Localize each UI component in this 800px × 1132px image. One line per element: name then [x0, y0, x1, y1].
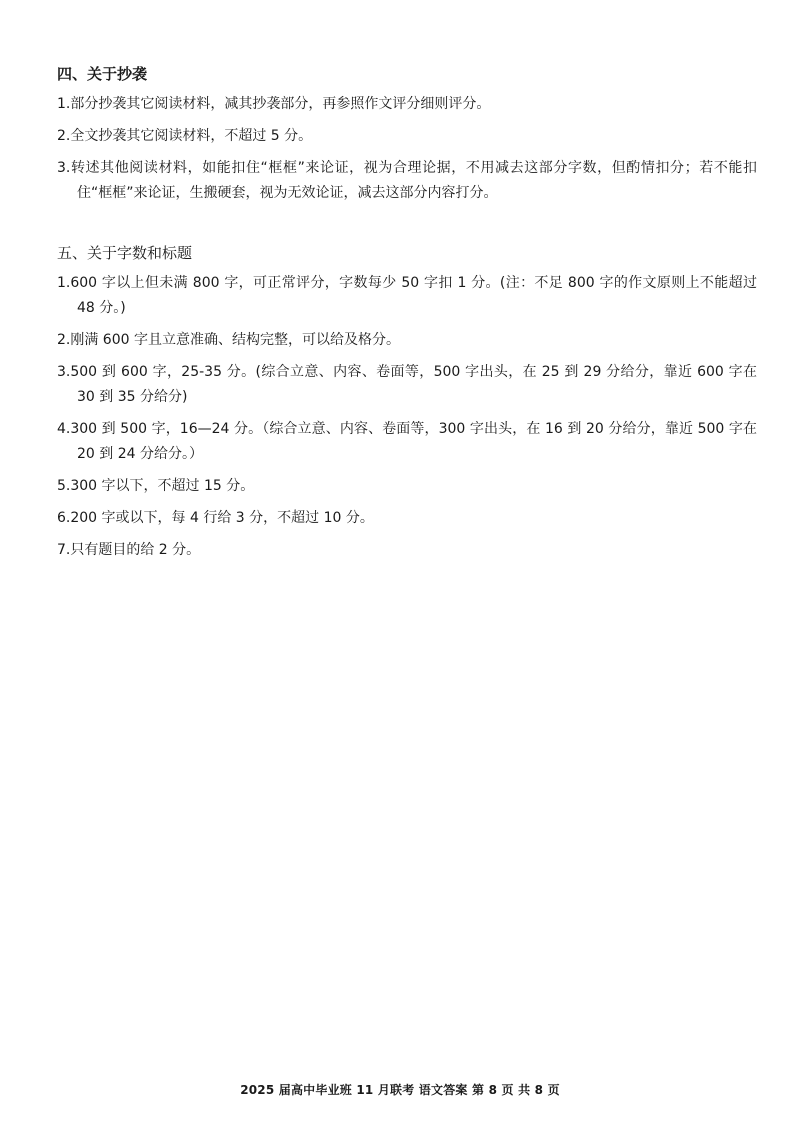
page-footer: 2025 届高中毕业班 11 月联考 语文答案 第 8 页 共 8 页: [240, 1083, 560, 1097]
section-5-item-7: 7.只有题目的给 2 分。: [57, 542, 201, 558]
section-5-item-6: 6.200 字或以下，每 4 行给 3 分，不超过 10 分。: [57, 510, 374, 526]
section-5-list: [57, 271, 757, 563]
section-5-item-1: 1.600 字以上但未满 800 字，可正常评分，字数每少 50 字扣 1 分。(注：不足 800 字的作文原则上不能超过 48 分。): [57, 275, 757, 316]
section-spacer: [57, 213, 757, 241]
section-4-list: [57, 92, 757, 206]
section-5-heading: 五、关于字数和标题: [57, 244, 193, 262]
section-4-item-3: 3.转述其他阅读材料，如能扣住“框框”来论证，视为合理论据，不用减去这部分字数，但酌情扣分；若不能扣住“框框”来论证，生搬硬套，视为无效论证，减去这部分内容打分。: [57, 160, 757, 201]
section-5-item-4: 4.300 到 500 字，16—24 分。（综合立意、内容、卷面等，300 字出头，在 16 到 20 分给分，靠近 500 字在 20 到 24 分给分。）: [57, 421, 757, 462]
section-4-heading: 四、关于抄袭: [57, 65, 148, 83]
section-4-item-1: 1.部分抄袭其它阅读材料，减其抄袭部分，再参照作文评分细则评分。: [57, 96, 491, 112]
page-content: [57, 62, 757, 570]
section-4-item-2: 2.全文抄袭其它阅读材料，不超过 5 分。: [57, 128, 313, 144]
section-5-item-3: 3.500 到 600 字，25-35 分。(综合立意、内容、卷面等，500 字出头，在 25 到 29 分给分，靠近 600 字在 30 到 35 分给分): [57, 364, 757, 405]
section-5-item-5: 5.300 字以下，不超过 15 分。: [57, 478, 255, 494]
section-5-item-2: 2.刚满 600 字且立意准确、结构完整，可以给及格分。: [57, 332, 400, 348]
